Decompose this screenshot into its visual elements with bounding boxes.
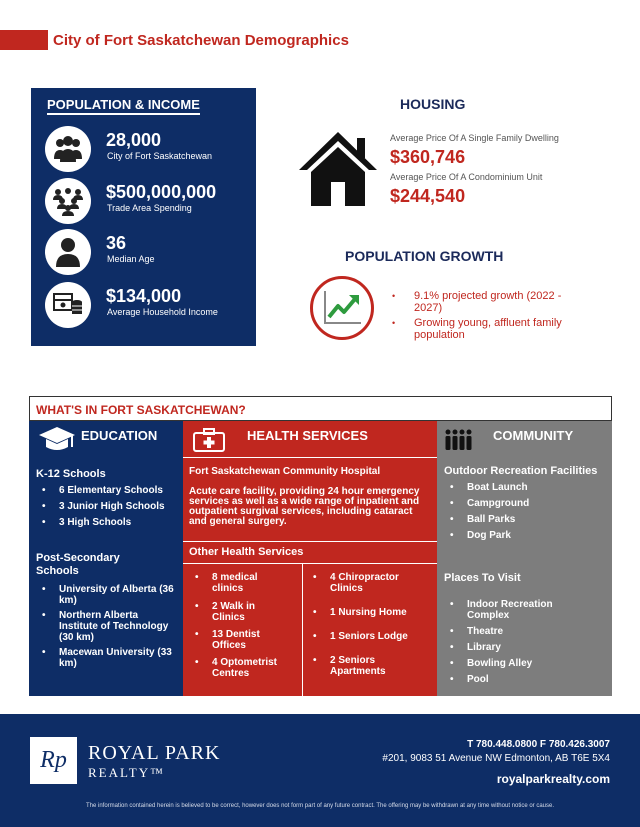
- title-accent-bar: [0, 30, 48, 50]
- brand-subtitle: REALTY™: [88, 765, 165, 780]
- other-health-title: Other Health Services: [189, 546, 304, 558]
- single-family-price: $360,746: [390, 147, 466, 167]
- list-item: • University of Alberta (36 km): [35, 584, 179, 606]
- whats-in-header: [29, 396, 612, 421]
- list-item: • 9.1% projected growth (2022 - 2027): [392, 290, 592, 314]
- list-item: • 2 Walk in Clinics: [188, 601, 300, 629]
- condo-price: $244,540: [390, 186, 466, 206]
- stat-label: Median Age: [107, 254, 155, 264]
- stat-label: Trade Area Spending: [107, 203, 192, 213]
- list-item: • 4 Chiropractor Clinics: [306, 572, 434, 607]
- list-item: • 4 Optometrist Centres: [188, 657, 300, 679]
- list-item: • Macewan University (33 km): [35, 647, 179, 669]
- disclaimer: The information contained herein is believed to be correct, however does not form part of any future contract. The offering may be withdrawn at any time without notice or cause.: [85, 803, 555, 809]
- recreation-title: Outdoor Recreation Facilities: [444, 465, 598, 477]
- person-icon: [45, 229, 91, 275]
- health-list-right: [306, 572, 434, 677]
- population-income-heading: POPULATION & INCOME: [47, 97, 200, 115]
- house-icon: [297, 128, 379, 208]
- medical-kit-icon: [193, 428, 225, 457]
- stat-value: 36: [106, 233, 127, 253]
- list-item: • 3 Junior High Schools: [35, 501, 183, 512]
- population-growth-list: [392, 290, 592, 344]
- stat-value: 28,000: [106, 130, 162, 150]
- list-item: • 8 medical clinics: [188, 572, 300, 601]
- stat-value: $500,000,000: [106, 182, 217, 202]
- k12-list: [35, 485, 183, 528]
- list-item: • 6 Elementary Schools: [35, 485, 183, 496]
- list-item: • Campground: [443, 498, 608, 509]
- places-to-visit-list: [443, 599, 573, 685]
- royal-park-logo: [30, 737, 77, 784]
- stat-label: Average Household Income: [107, 307, 218, 317]
- k12-title: K-12 Schools: [36, 468, 106, 480]
- education-column: [29, 421, 183, 696]
- single-family-label: Average Price Of A Single Family Dwelling: [390, 133, 559, 143]
- health-services-column: [183, 421, 437, 696]
- footer: [0, 714, 640, 827]
- divider: [183, 541, 437, 542]
- list-item: • Growing young, affluent family population: [392, 317, 592, 341]
- page-title: City of Fort Saskatchewan Demographics: [53, 32, 349, 49]
- stat-trade-spending: [45, 178, 250, 224]
- list-item: • Indoor Recreation Complex: [443, 599, 573, 621]
- recreation-list: [443, 482, 608, 541]
- stat-population: [45, 126, 250, 172]
- phone-fax: T 780.448.0800 F 780.426.3007: [467, 739, 610, 750]
- population-growth-title: POPULATION GROWTH: [345, 248, 504, 264]
- website-link[interactable]: royalparkrealty.com: [496, 772, 610, 786]
- divider: [183, 563, 437, 564]
- list-item: • 1 Seniors Lodge: [306, 631, 434, 655]
- list-item: • Northern Alberta Institute of Technology (30 km): [35, 610, 179, 643]
- places-to-visit-title: Places To Visit: [444, 572, 521, 584]
- list-item: • 2 Seniors Apartments: [306, 655, 434, 677]
- list-item: • 1 Nursing Home: [306, 607, 434, 631]
- community-people-icon: [443, 428, 475, 457]
- list-item: • Bowling Alley: [443, 658, 573, 669]
- post-secondary-title: Post-Secondary Schools: [36, 552, 120, 577]
- housing-title: HOUSING: [400, 96, 466, 112]
- money-stack-icon: [45, 282, 91, 328]
- post-secondary-list: [35, 584, 179, 669]
- education-heading: EDUCATION: [81, 428, 158, 443]
- brand-name: ROYAL PARK: [88, 742, 221, 764]
- community-heading: COMMUNITY: [493, 428, 574, 443]
- divider: [183, 457, 437, 458]
- population-income-panel: [31, 88, 256, 346]
- column-divider: [302, 563, 303, 696]
- stat-median-age: [45, 229, 250, 275]
- whats-in-title: WHAT'S IN FORT SASKATCHEWAN?: [36, 403, 246, 417]
- stat-value: $134,000: [106, 286, 182, 306]
- health-list-left: [188, 572, 300, 679]
- hospital-name: Fort Saskatchewan Community Hospital: [189, 466, 381, 477]
- community-column: [437, 421, 612, 696]
- list-item: • Ball Parks: [443, 514, 608, 525]
- list-item: • Dog Park: [443, 530, 608, 541]
- list-item: • Theatre: [443, 626, 573, 637]
- people-group-icon: [45, 126, 91, 172]
- graduation-cap-icon: [37, 423, 77, 460]
- list-item: • 3 High Schools: [35, 517, 183, 528]
- growth-chart-icon: [310, 276, 374, 340]
- list-item: • 13 Dentist Offices: [188, 629, 300, 657]
- health-services-heading: HEALTH SERVICES: [247, 428, 368, 443]
- stat-label: City of Fort Saskatchewan: [107, 151, 213, 161]
- condo-label: Average Price Of A Condominium Unit: [390, 172, 543, 182]
- list-item: • Pool: [443, 674, 573, 685]
- crowd-icon: [45, 178, 91, 224]
- logo-monogram: Rp: [40, 747, 67, 773]
- address: #201, 9083 51 Avenue NW Edmonton, AB T6E 5X4: [382, 753, 610, 764]
- list-item: • Boat Launch: [443, 482, 608, 493]
- list-item: • Library: [443, 642, 573, 653]
- stat-household-income: [45, 282, 250, 328]
- hospital-description: Acute care facility, providing 24 hour emergency services as well as a wide range of inpatient and outpatient surgival services, including cataract and general surgery.: [189, 486, 420, 527]
